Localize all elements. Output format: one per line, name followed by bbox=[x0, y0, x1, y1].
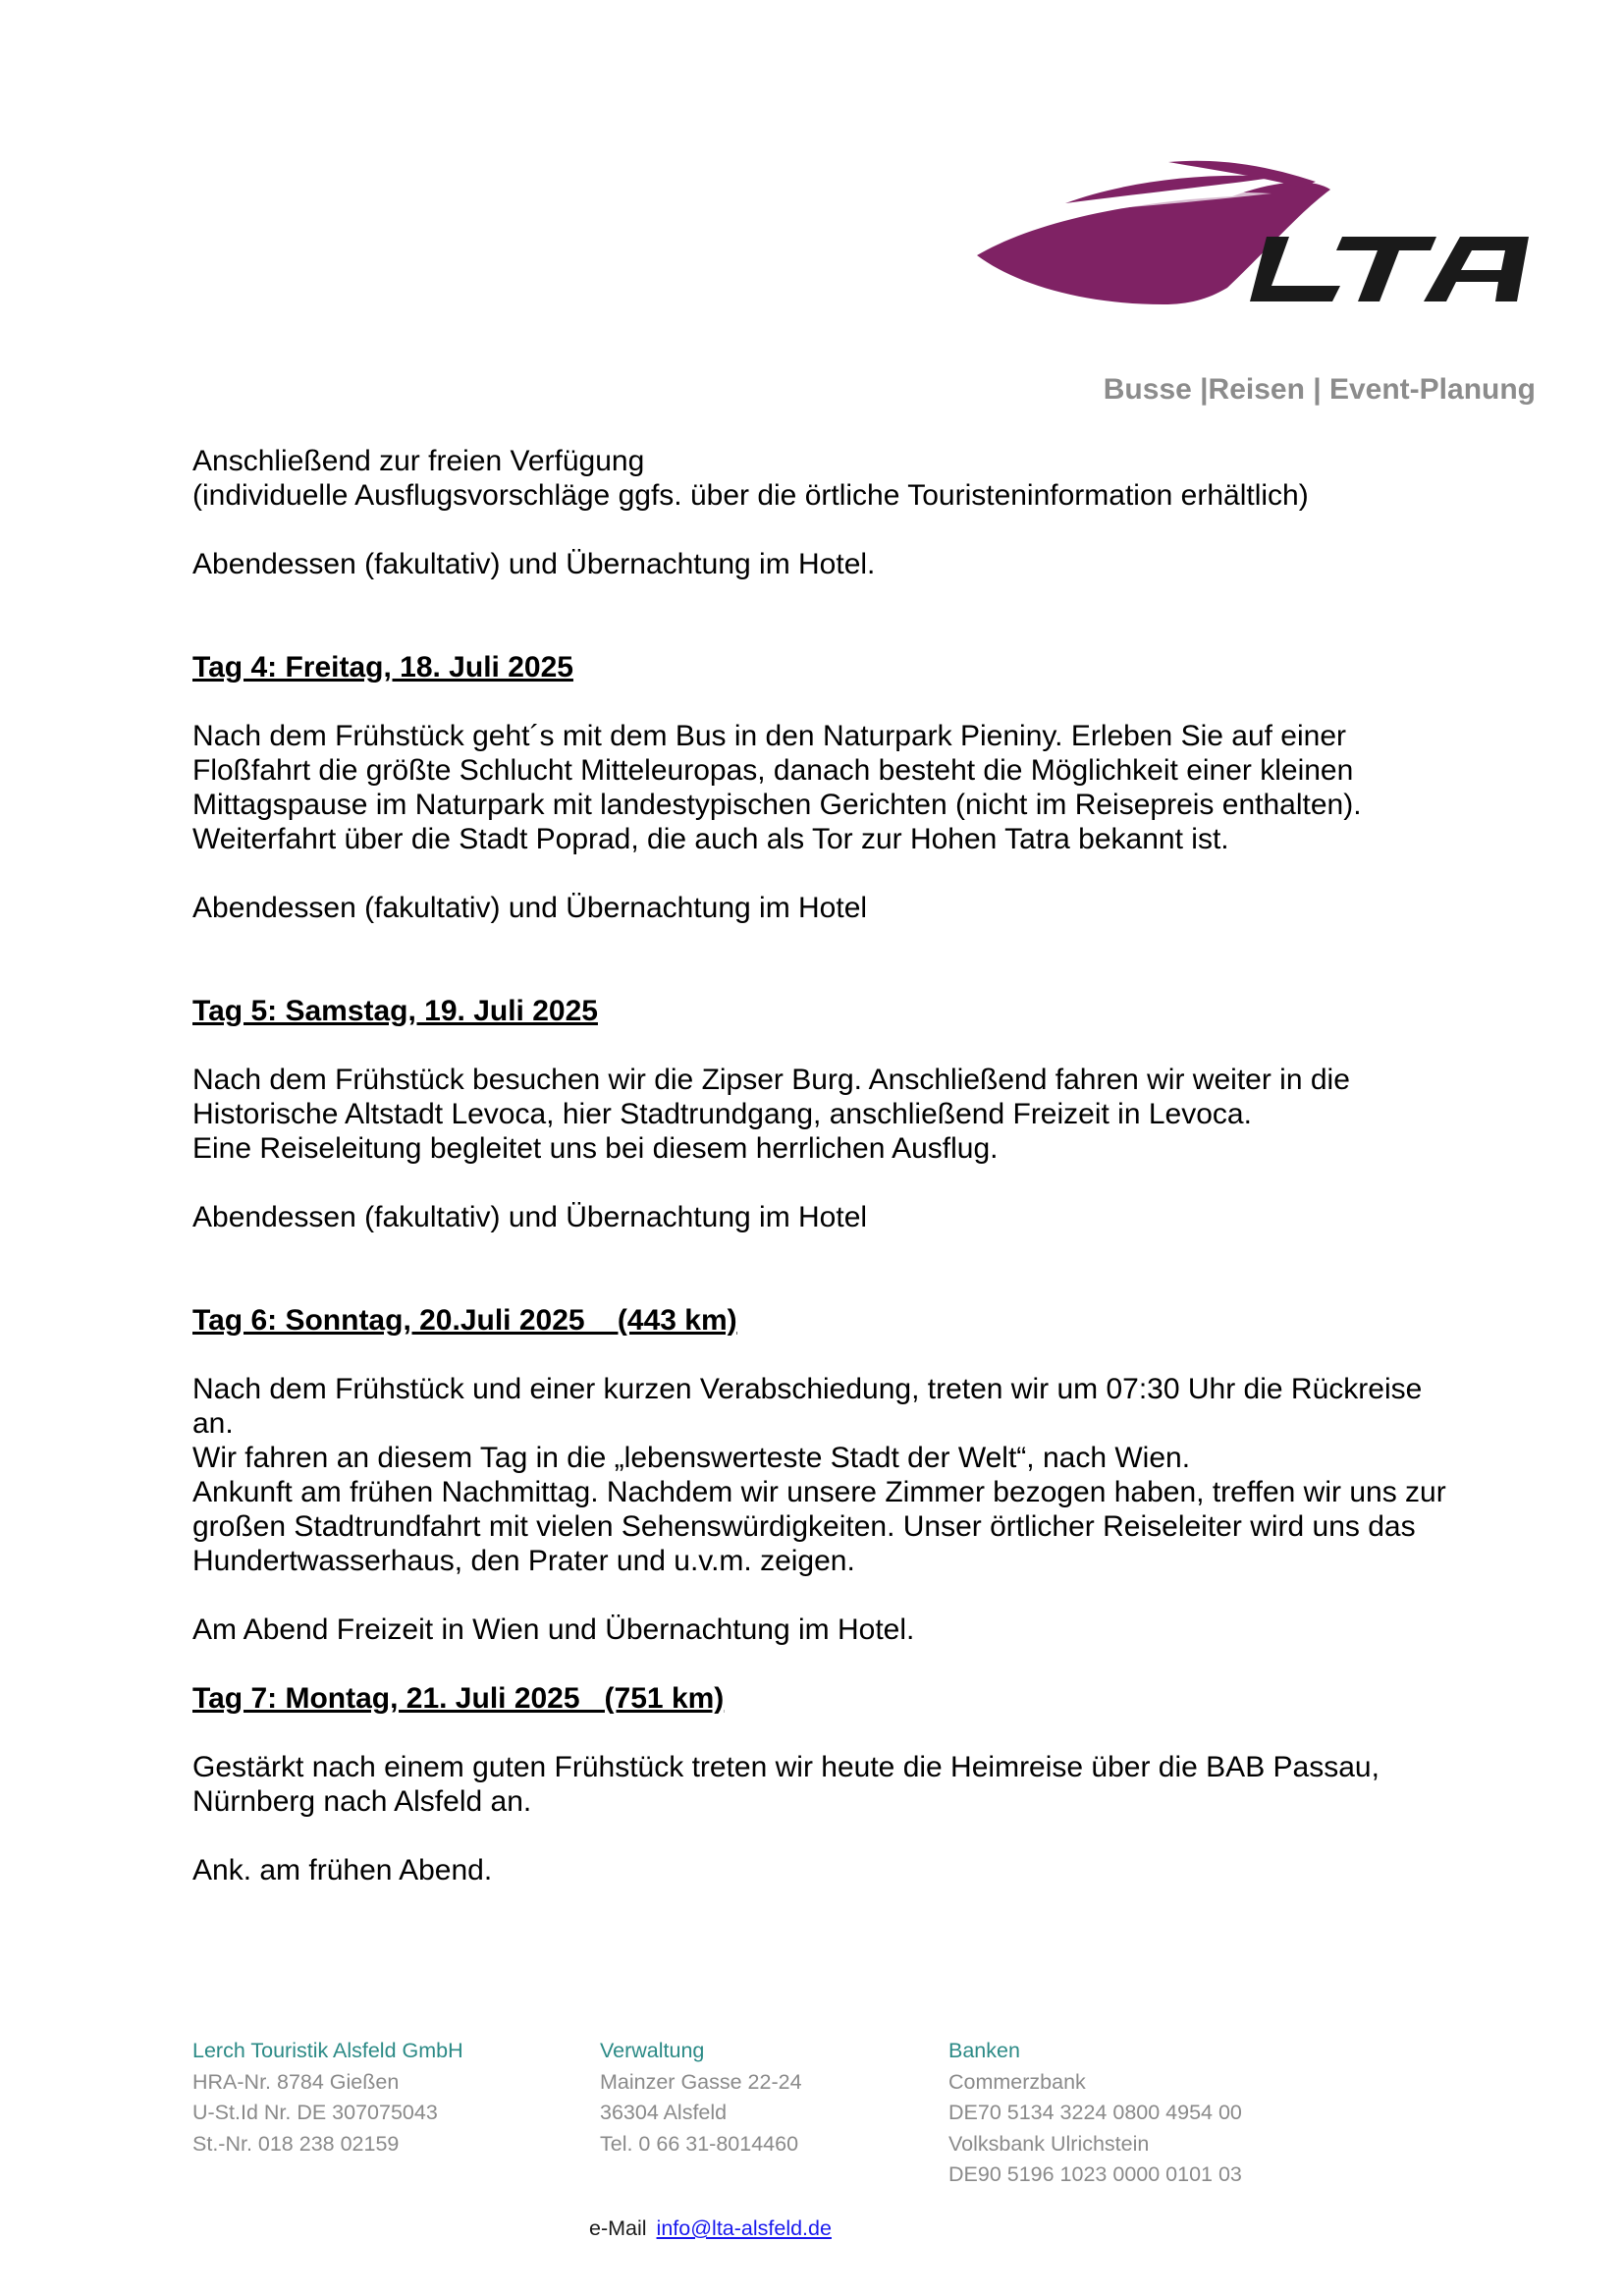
day4-closing: Abendessen (fakultativ) und Übernachtung im Hotel bbox=[192, 892, 868, 924]
footer-admin bbox=[600, 2036, 802, 2159]
intro-line: (individuelle Ausflugsvorschläge ggfs. über die örtliche Touristeninformation erhältlich) bbox=[192, 479, 1309, 512]
day6-text: Ankunft am frühen Nachmittag. Nachdem wir unsere Zimmer bezogen haben, treffen wir uns zur bbox=[192, 1476, 1446, 1508]
day5-text: Historische Altstadt Levoca, hier Stadtrundgang, anschließend Freizeit in Levoca. bbox=[192, 1098, 1252, 1130]
footer-company-line: U-St.Id Nr. DE 307075043 bbox=[192, 2101, 438, 2124]
day4-heading: Tag 4: Freitag, 18. Juli 2025 bbox=[192, 651, 573, 683]
lta-logo bbox=[977, 152, 1537, 309]
day5-text: Nach dem Frühstück besuchen wir die Zipser Burg. Anschließend fahren wir weiter in die bbox=[192, 1064, 1350, 1096]
footer-admin-line: Mainzer Gasse 22-24 bbox=[600, 2069, 802, 2094]
day6-text: an. bbox=[192, 1407, 234, 1440]
footer-banks-title: Banken bbox=[948, 2039, 1020, 2062]
footer-banks-line: DE90 5196 1023 0000 0101 03 bbox=[948, 2162, 1242, 2186]
footer-banks-line: Commerzbank bbox=[948, 2069, 1086, 2094]
day5-text: Eine Reiseleitung begleitet uns bei diesem herrlichen Ausflug. bbox=[192, 1132, 999, 1165]
footer-company-line: St.-Nr. 018 238 02159 bbox=[192, 2131, 400, 2156]
day6-text: großen Stadtrundfahrt mit vielen Sehenswürdigkeiten. Unser örtlicher Reiseleiter wird uns das bbox=[192, 1510, 1416, 1543]
footer-company-title: Lerch Touristik Alsfeld GmbH bbox=[192, 2039, 463, 2062]
intro-line: Abendessen (fakultativ) und Übernachtung im Hotel. bbox=[192, 548, 876, 580]
footer-banks-line: Volksbank Ulrichstein bbox=[948, 2131, 1150, 2156]
footer-company-line: HRA-Nr. 8784 Gießen bbox=[192, 2069, 400, 2094]
day4-text: Mittagspause im Naturpark mit landestypischen Gerichten (nicht im Reisepreis enthalten). bbox=[192, 789, 1362, 821]
day7-heading: Tag 7: Montag, 21. Juli 2025 (751 km) bbox=[192, 1682, 725, 1715]
email-label: e-Mail bbox=[589, 2216, 647, 2240]
intro-line: Anschließend zur freien Verfügung bbox=[192, 445, 645, 477]
footer-email bbox=[589, 2216, 832, 2241]
day4-text: Nach dem Frühstück geht´s mit dem Bus in den Naturpark Pieniny. Erleben Sie auf einer bbox=[192, 720, 1347, 752]
email-link[interactable]: info@lta-alsfeld.de bbox=[656, 2216, 832, 2240]
footer-company bbox=[192, 2036, 463, 2159]
day6-closing: Am Abend Freizeit in Wien und Übernachtung im Hotel. bbox=[192, 1613, 915, 1646]
day4-text: Weiterfahrt über die Stadt Poprad, die auch als Tor zur Hohen Tatra bekannt ist. bbox=[192, 823, 1229, 855]
day7-text: Nürnberg nach Alsfeld an. bbox=[192, 1785, 532, 1818]
day5-closing: Abendessen (fakultativ) und Übernachtung im Hotel bbox=[192, 1201, 868, 1233]
day6-heading: Tag 6: Sonntag, 20.Juli 2025 (443 km) bbox=[192, 1304, 737, 1337]
day7-text: Gestärkt nach einem guten Frühstück treten wir heute die Heimreise über die BAB Passau, bbox=[192, 1751, 1380, 1783]
footer-banks bbox=[948, 2036, 1242, 2191]
day6-text: Hundertwasserhaus, den Prater und u.v.m. zeigen. bbox=[192, 1545, 855, 1577]
day6-text: Nach dem Frühstück und einer kurzen Verabschiedung, treten wir um 07:30 Uhr die Rückreise bbox=[192, 1373, 1423, 1405]
logo-letter-t bbox=[1336, 237, 1436, 301]
tagline: Busse |Reisen | Event-Planung bbox=[1103, 373, 1536, 406]
footer-banks-line: DE70 5134 3224 0800 4954 00 bbox=[948, 2101, 1242, 2124]
footer-admin-title: Verwaltung bbox=[600, 2039, 705, 2062]
day7-closing: Ank. am frühen Abend. bbox=[192, 1854, 493, 1886]
logo-letter-a bbox=[1424, 237, 1529, 301]
day4-text: Floßfahrt die größte Schlucht Mitteleuropas, danach besteht die Möglichkeit einer kleinen bbox=[192, 754, 1354, 787]
document-body bbox=[192, 444, 1547, 1887]
day5-heading: Tag 5: Samstag, 19. Juli 2025 bbox=[192, 995, 598, 1027]
footer-admin-line: 36304 Alsfeld bbox=[600, 2101, 728, 2124]
footer-admin-line: Tel. 0 66 31-8014460 bbox=[600, 2131, 799, 2156]
day6-text: Wir fahren an diesem Tag in die „lebenswerteste Stadt der Welt“, nach Wien. bbox=[192, 1442, 1191, 1474]
